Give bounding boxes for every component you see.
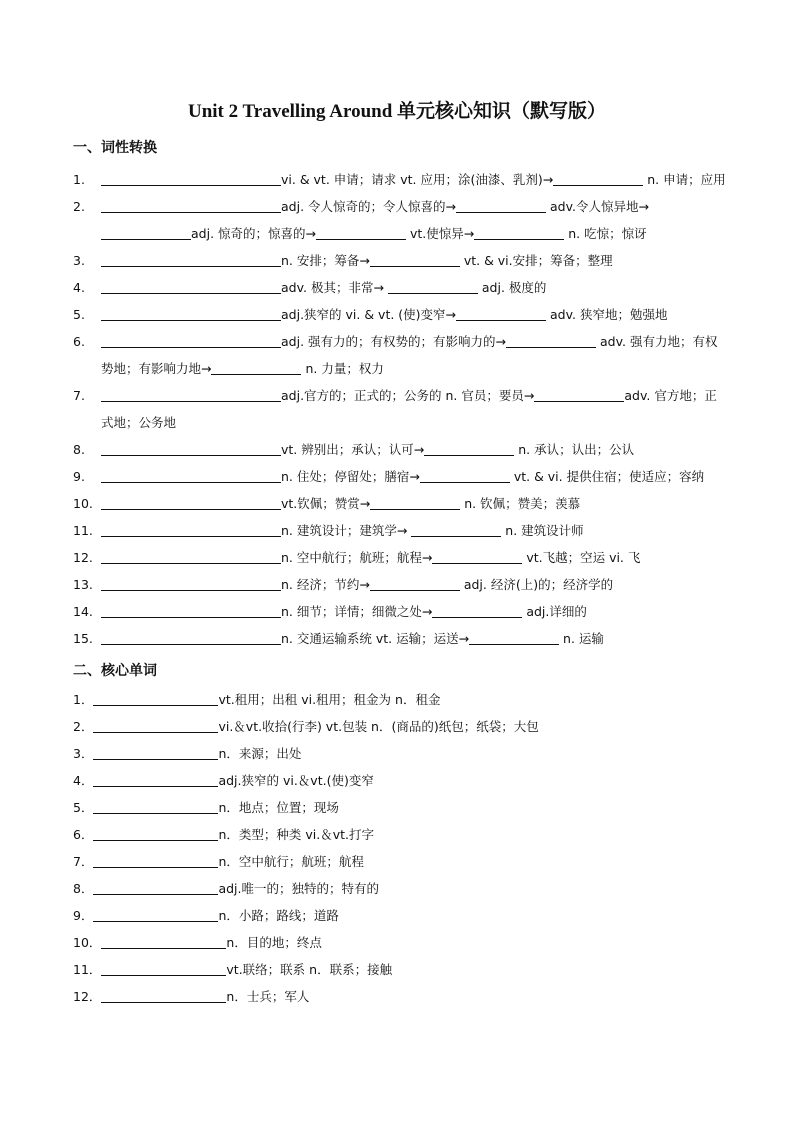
- conversion-item: [73, 463, 728, 490]
- core-word-item: [73, 983, 728, 1010]
- item-text: adv. 极其；非常→: [281, 280, 388, 295]
- answer-blank[interactable]: [101, 576, 191, 591]
- item-text: adv. 强有力地；有权势地；有影响力地→: [101, 334, 718, 376]
- core-word-item: [73, 956, 728, 983]
- item-text: n. 吃惊；惊讶: [564, 226, 647, 241]
- item-text: vt.联络；联系 n．联系；接触: [226, 962, 393, 977]
- conversion-item: [73, 598, 728, 625]
- answer-blank[interactable]: [101, 387, 191, 402]
- conversion-item: [73, 328, 728, 382]
- core-word-item: [73, 686, 728, 713]
- item-text: n．目的地；终点: [226, 935, 322, 950]
- answer-blank[interactable]: [534, 387, 624, 402]
- item-text: n. 安排；筹备→: [281, 253, 370, 268]
- answer-blank[interactable]: [432, 549, 522, 564]
- answer-blank[interactable]: [388, 279, 478, 294]
- answer-blank[interactable]: [191, 171, 281, 186]
- answer-blank[interactable]: [456, 306, 546, 321]
- answer-blank[interactable]: [93, 853, 218, 868]
- item-number: 15.: [73, 631, 93, 646]
- item-number: 11.: [73, 523, 93, 538]
- item-number: 6．: [73, 827, 94, 842]
- item-number: 12.: [73, 550, 93, 565]
- answer-blank[interactable]: [191, 468, 281, 483]
- item-number: 4．: [73, 773, 94, 788]
- item-text: n. 交通运输系统 vt. 运输；运送→: [281, 631, 470, 646]
- answer-blank[interactable]: [93, 826, 218, 841]
- answer-blank[interactable]: [370, 576, 460, 591]
- answer-blank[interactable]: [420, 468, 510, 483]
- answer-blank[interactable]: [456, 198, 546, 213]
- answer-blank[interactable]: [101, 961, 226, 976]
- item-number: 10．: [73, 935, 102, 950]
- item-number: 3．: [73, 746, 94, 761]
- answer-blank[interactable]: [101, 306, 191, 321]
- item-number: 1.: [73, 172, 85, 187]
- core-word-item: [73, 929, 728, 956]
- answer-blank[interactable]: [101, 522, 191, 537]
- item-text: n．士兵；军人: [226, 989, 310, 1004]
- answer-blank[interactable]: [101, 333, 191, 348]
- item-number: 1．: [73, 692, 94, 707]
- answer-blank[interactable]: [191, 603, 281, 618]
- core-word-item: [73, 767, 728, 794]
- item-number: 10.: [73, 496, 93, 511]
- item-text: vt.钦佩；赞赏→: [281, 496, 371, 511]
- core-word-item: [73, 875, 728, 902]
- item-number: 14.: [73, 604, 93, 619]
- answer-blank[interactable]: [370, 495, 460, 510]
- item-text: n．来源；出处: [218, 746, 302, 761]
- item-text: n. 空中航行；航班；航程→: [281, 550, 433, 565]
- answer-blank[interactable]: [191, 306, 281, 321]
- item-text: adj. 极度的: [477, 280, 547, 295]
- answer-blank[interactable]: [432, 603, 522, 618]
- answer-blank[interactable]: [93, 907, 218, 922]
- conversion-item: [73, 274, 728, 301]
- answer-blank[interactable]: [101, 225, 191, 240]
- answer-blank[interactable]: [101, 630, 191, 645]
- item-number: 3.: [73, 253, 85, 268]
- item-text: n. 建筑设计师: [501, 523, 584, 538]
- conversion-item: [73, 490, 728, 517]
- item-number: 5.: [73, 307, 85, 322]
- section-heading-conversion: 一、词性转换: [73, 140, 157, 156]
- answer-blank[interactable]: [93, 718, 218, 733]
- answer-blank[interactable]: [370, 252, 460, 267]
- answer-blank[interactable]: [191, 522, 281, 537]
- item-number: 12．: [73, 989, 102, 1004]
- item-text: vi. & vt. 申请；请求 vt. 应用；涂(油漆、乳剂)→: [281, 172, 554, 187]
- answer-blank[interactable]: [411, 522, 501, 537]
- item-text: n. 经济；节约→: [281, 577, 370, 592]
- section-heading-core-words: 二、核心单词: [73, 663, 157, 679]
- conversion-item: [73, 436, 728, 463]
- answer-blank[interactable]: [101, 279, 191, 294]
- item-number: 13.: [73, 577, 93, 592]
- answer-blank[interactable]: [191, 387, 281, 402]
- item-number: 5．: [73, 800, 94, 815]
- item-text: adv. 狭窄地；勉强地: [546, 307, 668, 322]
- item-text: vt. & vi. 提供住宿；使适应；容纳: [509, 469, 705, 484]
- item-text: adj. 经济(上)的；经济学的: [459, 577, 614, 592]
- item-text: adj. 令人惊奇的；令人惊喜的→: [281, 199, 456, 214]
- item-text: n. 细节；详情；细微之处→: [281, 604, 433, 619]
- core-word-item: [73, 740, 728, 767]
- item-text: adj. 强有力的；有权势的；有影响力的→: [281, 334, 506, 349]
- answer-blank[interactable]: [101, 171, 191, 186]
- answer-blank[interactable]: [316, 225, 406, 240]
- item-text: vi.＆vt.收拾(行李) vt.包装 n．(商品的)纸包；纸袋；大包: [218, 719, 539, 734]
- conversion-item: [73, 247, 728, 274]
- answer-blank[interactable]: [474, 225, 564, 240]
- answer-blank[interactable]: [191, 630, 281, 645]
- answer-blank[interactable]: [101, 603, 191, 618]
- item-text: vt.飞越；空运 vi. 飞: [522, 550, 641, 565]
- item-text: n. 承认；认出；公认: [514, 442, 635, 457]
- item-number: 7．: [73, 854, 94, 869]
- page-title: Unit 2 Travelling Around 单元核心知识（默写版）: [187, 101, 607, 122]
- conversion-list: [73, 166, 728, 652]
- answer-blank[interactable]: [93, 799, 218, 814]
- answer-blank[interactable]: [101, 495, 191, 510]
- answer-blank[interactable]: [191, 441, 281, 456]
- answer-blank[interactable]: [506, 333, 596, 348]
- core-word-item: [73, 713, 728, 740]
- item-text: n．小路；路线；道路: [218, 908, 339, 923]
- item-number: 7.: [73, 388, 85, 403]
- item-text: adj.详细的: [522, 604, 587, 619]
- answer-blank[interactable]: [101, 198, 191, 213]
- answer-blank[interactable]: [191, 333, 281, 348]
- conversion-item: [73, 166, 728, 193]
- core-word-item: [73, 821, 728, 848]
- item-text: vt.使惊异→: [406, 226, 475, 241]
- item-text: n．空中航行；航班；航程: [218, 854, 364, 869]
- item-number: 6.: [73, 334, 85, 349]
- answer-blank[interactable]: [101, 441, 191, 456]
- item-text: vt.租用；出租 vi.租用；租金为 n．租金: [218, 692, 441, 707]
- core-word-item: [73, 848, 728, 875]
- conversion-item: [73, 571, 728, 598]
- item-text: adj.唯一的；独特的；特有的: [218, 881, 379, 896]
- answer-blank[interactable]: [93, 772, 218, 787]
- item-text: n. 申请；应用: [643, 172, 726, 187]
- conversion-item: [73, 517, 728, 544]
- item-number: 8．: [73, 881, 94, 896]
- item-text: n. 建筑设计；建筑学→: [281, 523, 412, 538]
- item-number: 4.: [73, 280, 85, 295]
- item-number: 11．: [73, 962, 102, 977]
- item-text: adj.官方的；正式的；公务的 n. 官员；要员→: [281, 388, 535, 403]
- conversion-item: [73, 382, 728, 436]
- item-number: 9．: [73, 908, 94, 923]
- core-words-list: [73, 686, 728, 1010]
- answer-blank[interactable]: [101, 934, 226, 949]
- core-word-item: [73, 794, 728, 821]
- core-word-item: [73, 902, 728, 929]
- item-text: adv. 官方地；正式地；公务地: [101, 388, 717, 430]
- answer-blank[interactable]: [469, 630, 559, 645]
- answer-blank[interactable]: [101, 549, 191, 564]
- item-number: 9.: [73, 469, 85, 484]
- item-text: adj.狭窄的 vi. & vt. (使)变窄→: [281, 307, 457, 322]
- item-number: 2.: [73, 199, 85, 214]
- answer-blank[interactable]: [191, 252, 281, 267]
- item-text: n. 住处；停留处；膳宿→: [281, 469, 420, 484]
- item-text: adv.令人惊异地→: [546, 199, 649, 214]
- item-text: adj. 惊奇的；惊喜的→: [191, 226, 316, 241]
- item-text: n. 钦佩；赞美；羡慕: [460, 496, 581, 511]
- item-text: n. 运输: [559, 631, 604, 646]
- answer-blank[interactable]: [191, 279, 281, 294]
- answer-blank[interactable]: [101, 252, 191, 267]
- item-text: n．类型；种类 vi.＆vt.打字: [218, 827, 374, 842]
- item-number: 2．: [73, 719, 94, 734]
- answer-blank[interactable]: [211, 360, 301, 375]
- answer-blank[interactable]: [191, 495, 281, 510]
- answer-blank[interactable]: [93, 880, 218, 895]
- answer-blank[interactable]: [191, 549, 281, 564]
- conversion-item: [73, 193, 728, 247]
- item-text: adj.狭窄的 vi.＆vt.(使)变窄: [218, 773, 374, 788]
- item-text: vt. & vi.安排；筹备；整理: [459, 253, 613, 268]
- item-text: n. 力量；权力: [301, 361, 384, 376]
- item-text: n．地点；位置；现场: [218, 800, 339, 815]
- answer-blank[interactable]: [93, 745, 218, 760]
- answer-blank[interactable]: [553, 171, 643, 186]
- answer-blank[interactable]: [93, 691, 218, 706]
- item-text: vt. 辨别出；承认；认可→: [281, 442, 425, 457]
- conversion-item: [73, 544, 728, 571]
- item-number: 8.: [73, 442, 85, 457]
- answer-blank[interactable]: [191, 198, 281, 213]
- answer-blank[interactable]: [101, 988, 226, 1003]
- answer-blank[interactable]: [191, 576, 281, 591]
- answer-blank[interactable]: [424, 441, 514, 456]
- conversion-item: [73, 625, 728, 652]
- conversion-item: [73, 301, 728, 328]
- answer-blank[interactable]: [101, 468, 191, 483]
